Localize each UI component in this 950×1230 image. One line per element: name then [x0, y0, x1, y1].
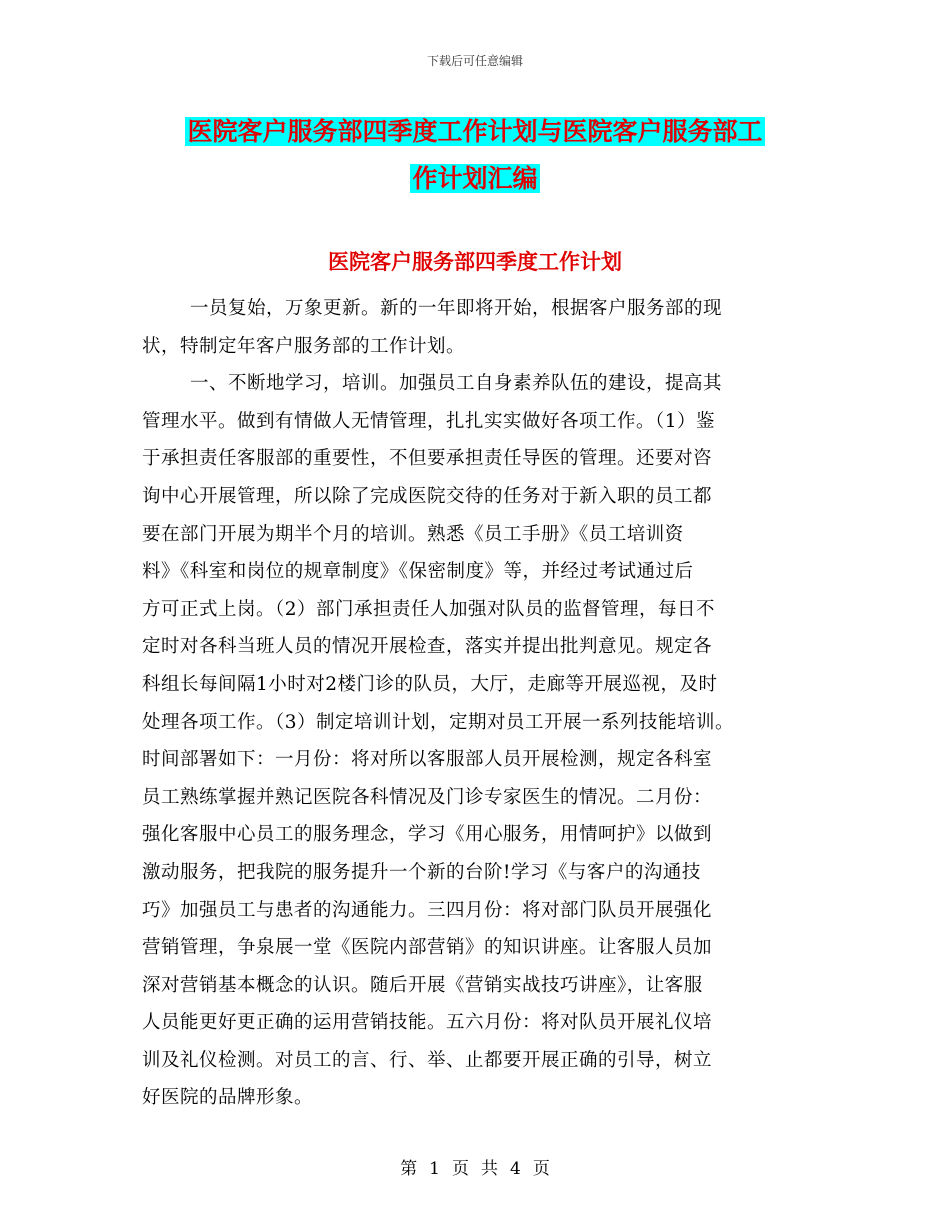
- text-line: 一、不断地学习，培训。加强员工自身素养队伍的建设，提高其: [190, 373, 723, 395]
- text-line: 状，特制定年客户服务部的工作计划。: [142, 335, 466, 357]
- body-text: [142, 290, 817, 1117]
- text-line: 巧》加强员工与患者的沟通能力。三四月份：将对部门队员开展强化: [142, 899, 713, 921]
- text-line: 方可正式上岗。（2）部门承担责任人加强对队员的监督管理，每日不: [142, 598, 716, 620]
- text-line: 于承担责任客服部的重要性，不但要承担责任导医的管理。还要对咨: [142, 448, 713, 470]
- text-line: 人员能更好更正确的运用营销技能。五六月份：将对队员开展礼仪培: [142, 1012, 713, 1034]
- text-line: 询中心开展管理，所以除了完成医院交待的任务对于新入职的员工都: [142, 485, 713, 507]
- text-line: 科组长每间隔1小时对2楼门诊的队员，大厅，走廊等开展巡视，及时: [142, 673, 718, 695]
- title-line-1: 医院客户服务部四季度工作计划与医院客户服务部工: [187, 117, 763, 146]
- text-line: 料》《科室和岗位的规章制度》《保密制度》等，并经过考试通过后: [142, 561, 694, 583]
- header-note: 下载后可任意编辑: [426, 54, 523, 68]
- text-line: 处理各项工作。（3）制定培训计划，定期对员工开展一系列技能培训。: [142, 711, 735, 733]
- footer-mid1: 页: [452, 1159, 469, 1179]
- text-line: 一员复始，万象更新。新的一年即将开始，根据客户服务部的现: [190, 298, 723, 319]
- text-line: 强化客服中心员工的服务理念，学习《用心服务，用情呵护》以做到: [142, 824, 713, 846]
- page-footer: [0, 1154, 950, 1179]
- document-title: [0, 108, 950, 202]
- footer-page-number: 1: [429, 1159, 440, 1179]
- text-line: 要在部门开展为期半个月的培训。熟悉《员工手册》《员工培训资: [142, 523, 684, 545]
- text-line: 营销管理，争泉展一堂《医院内部营销》的知识讲座。让客服人员加: [142, 937, 713, 959]
- text-line: 深对营销基本概念的认识。随后开展《营销实战技巧讲座》，让客服: [142, 974, 703, 996]
- footer-suffix: 页: [532, 1159, 550, 1179]
- text-line: 定时对各科当班人员的情况开展检查，落实并提出批判意见。规定各: [142, 636, 713, 658]
- paragraph-2: [142, 365, 817, 1117]
- paragraph-1: [142, 290, 817, 365]
- title-line-2: 作计划汇编: [412, 164, 538, 193]
- footer-mid2: 共: [481, 1159, 498, 1179]
- text-line: 好医院的品牌形象。: [142, 1087, 314, 1109]
- footer-prefix: 第: [400, 1159, 418, 1179]
- text-line: 时间部署如下：一月份：将对所以客服部人员开展检测，规定各科室: [142, 749, 713, 771]
- text-line: 管理水平。做到有情做人无情管理，扎扎实实做好各项工作。（1）鉴: [142, 410, 716, 432]
- footer-total-pages: 4: [510, 1159, 521, 1179]
- section-title: 医院客户服务部四季度工作计划: [328, 249, 622, 274]
- text-line: 员工熟练掌握并熟记医院各科情况及门诊专家医生的情况。二月份：: [142, 786, 713, 808]
- text-line: 训及礼仪检测。对员工的言、行、举、止都要开展正确的引导，树立: [142, 1049, 713, 1071]
- text-line: 激动服务，把我院的服务提升一个新的台阶!学习《与客户的沟通技: [142, 861, 701, 883]
